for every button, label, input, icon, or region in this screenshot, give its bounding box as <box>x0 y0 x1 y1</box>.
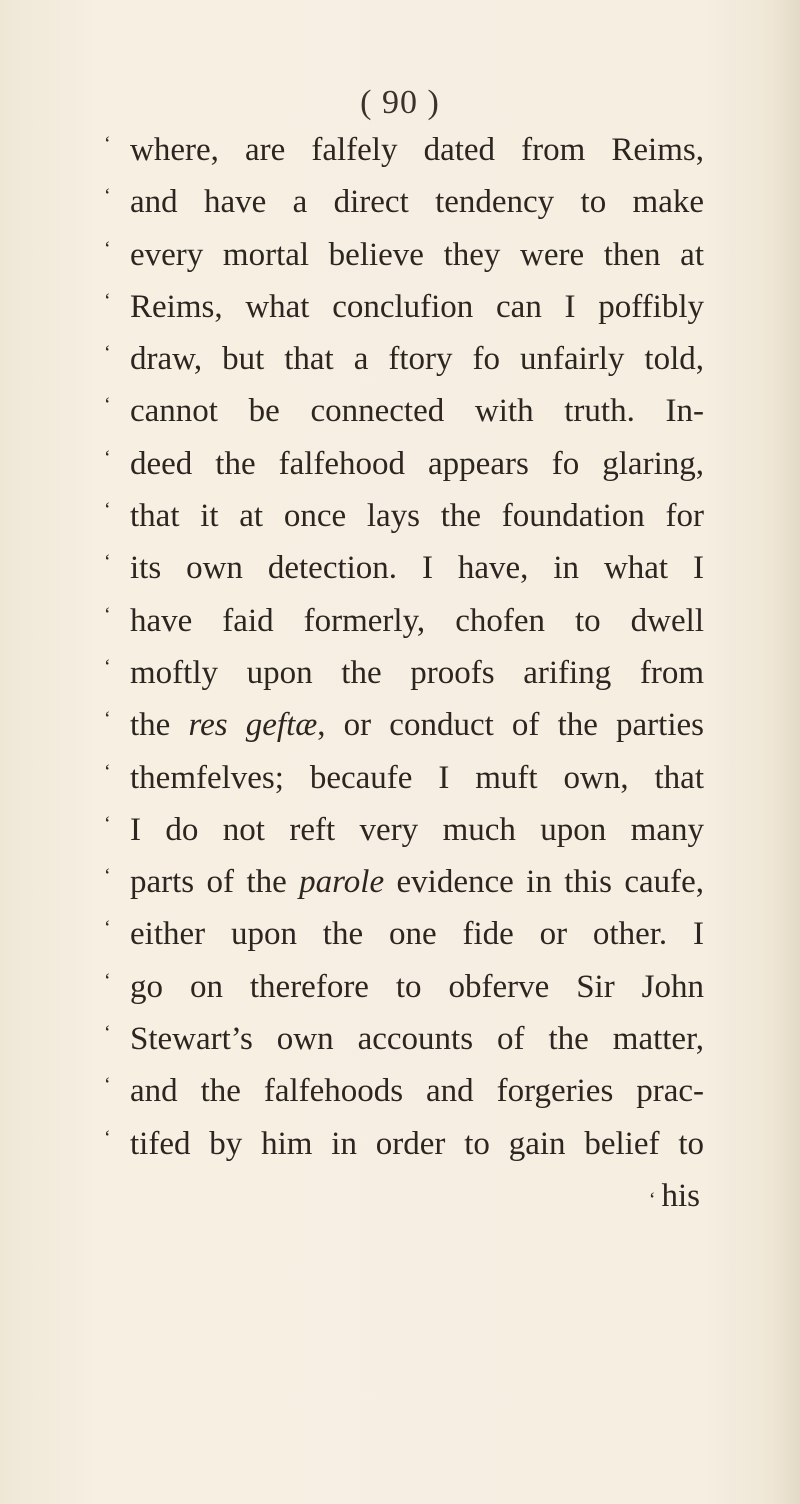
line-text: the <box>130 707 189 744</box>
line-text: draw, but that a ftory fo unfairly told, <box>130 341 704 378</box>
text-line <box>104 804 704 856</box>
quote-mark: ‘ <box>104 760 111 783</box>
line-text: where, are falfely dated from Reims, <box>130 132 704 168</box>
quote-mark: ‘ <box>104 969 111 992</box>
line-text: cannot be connected with truth. In- <box>130 393 704 430</box>
line-text: every mortal believe they were then at <box>130 236 704 273</box>
quote-mark: ‘ <box>104 1022 111 1045</box>
text-line <box>104 124 704 176</box>
text-line <box>104 229 704 281</box>
text-line <box>104 176 704 228</box>
line-text: moftly upon the proofs arifing from <box>130 654 704 691</box>
quote-mark: ‘ <box>104 342 111 365</box>
quote-mark: ‘ <box>104 289 111 312</box>
text-line <box>104 490 704 542</box>
italic-text: parole <box>299 864 385 901</box>
quote-mark: ‘ <box>104 499 111 522</box>
quote-mark: ‘ <box>104 394 111 417</box>
quote-mark: ‘ <box>104 917 111 940</box>
body-text <box>104 124 704 1222</box>
line-text: that it at once lays the foundation for <box>130 498 704 535</box>
line-text: Reims, what conclufion can I poffibly <box>130 288 704 325</box>
line-text: and have a direct tendency to make <box>130 184 704 221</box>
line-text: either upon the one fide or other. I <box>130 916 704 953</box>
line-text: its own detection. I have, in what I <box>130 550 704 587</box>
quote-mark: ‘ <box>104 185 111 208</box>
line-text: and the falfehoods and forgeries prac- <box>130 1073 704 1110</box>
text-line <box>104 542 704 594</box>
catchword: his <box>661 1177 700 1214</box>
quote-mark: ‘ <box>104 812 111 835</box>
text-line <box>104 699 704 751</box>
quote-mark: ‘ <box>104 446 111 469</box>
text-line <box>104 385 704 437</box>
quote-mark: ‘ <box>104 865 111 888</box>
text-line <box>104 333 704 385</box>
line-text: I do not reft very much upon many <box>130 811 704 848</box>
quote-mark: ‘ <box>104 237 111 260</box>
text-line <box>104 908 704 960</box>
line-text: evidence in this caufe, <box>384 864 705 901</box>
text-line <box>104 1065 704 1117</box>
text-line <box>104 752 704 804</box>
text-line <box>104 647 704 699</box>
text-line <box>104 438 704 490</box>
line-text: themfelves; becaufe I muft own, that <box>130 759 704 796</box>
quote-mark: ‘ <box>104 551 111 574</box>
quote-mark: ‘ <box>104 655 111 678</box>
quote-mark: ‘ <box>648 1188 656 1211</box>
quote-mark: ‘ <box>104 708 111 731</box>
line-text: Stewart’s own accounts of the matter, <box>130 1021 704 1058</box>
line-text: parts of the <box>130 864 300 901</box>
text-line <box>104 1118 704 1170</box>
line-text: go on therefore to obferve Sir John <box>130 968 704 1005</box>
page-edge-shadow <box>772 0 800 1504</box>
text-line <box>104 1013 704 1065</box>
quote-mark: ‘ <box>104 603 111 626</box>
line-text: have faid formerly, chofen to dwell <box>130 602 704 639</box>
text-line <box>104 281 704 333</box>
line-text: , or conduct of the parties <box>317 707 704 744</box>
text-line <box>104 961 704 1013</box>
line-text: deed the falfehood appears fo glaring, <box>130 445 704 482</box>
quote-mark: ‘ <box>104 1126 111 1149</box>
quote-mark: ‘ <box>104 1074 111 1097</box>
italic-text: res geftæ <box>188 707 318 744</box>
text-line <box>104 595 704 647</box>
catchword-line <box>104 1170 704 1222</box>
line-text: tifed by him in order to gain belief to <box>130 1125 704 1162</box>
text-line <box>104 856 704 908</box>
quote-mark: ‘ <box>104 133 111 155</box>
page-number: ( 90 ) <box>360 84 440 121</box>
